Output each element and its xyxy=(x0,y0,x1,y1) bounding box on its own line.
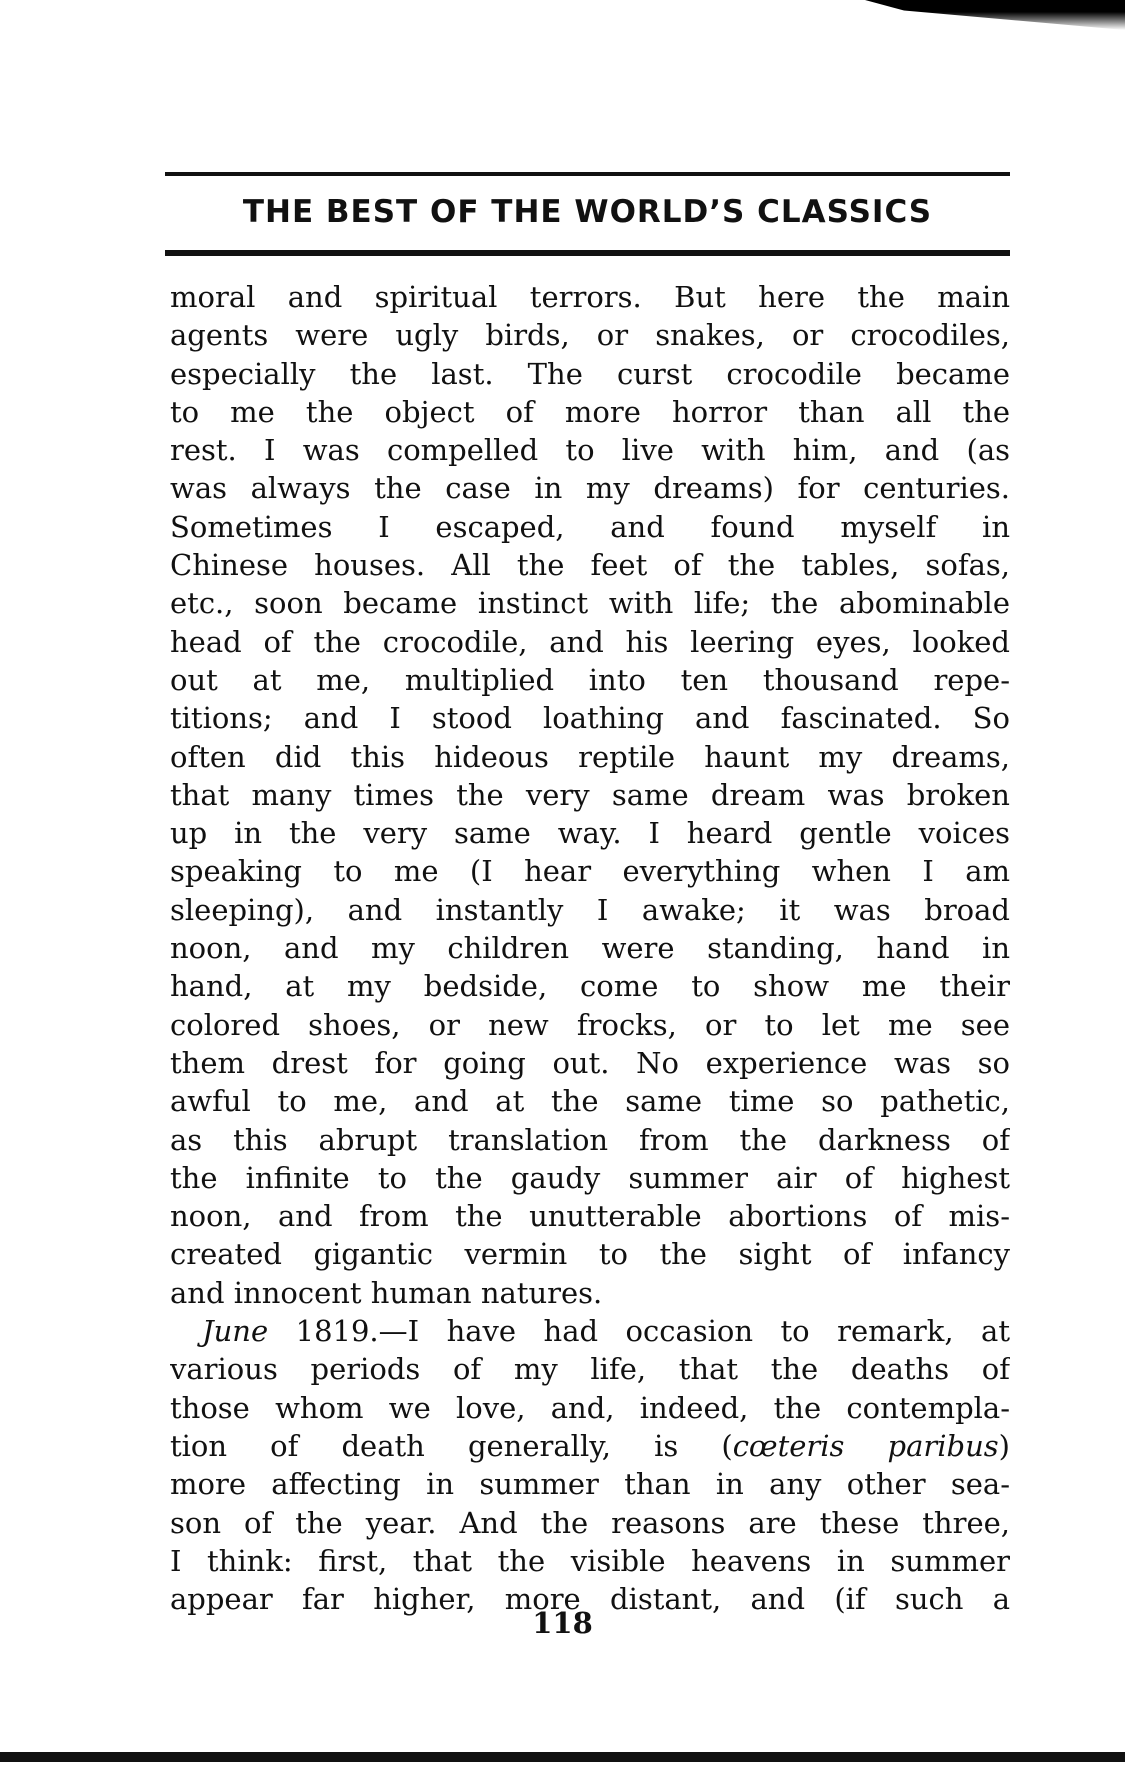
text-fragment: ) xyxy=(998,1428,1010,1463)
text-line: noon, and my children were standing, hand in xyxy=(170,931,1010,966)
running-head: THE BEST OF THE WORLD’S CLASSICS xyxy=(242,194,933,230)
text-line: Chinese houses. All the feet of the tables, sofas, xyxy=(170,548,1010,583)
text-line: I think: first, that the visible heavens in summer xyxy=(170,1543,1010,1578)
header-rule-bottom xyxy=(165,250,1010,256)
text-line: was always the case in my dreams) for centuries. xyxy=(170,471,1010,506)
text-line: often did this hideous reptile haunt my dreams, xyxy=(170,739,1010,774)
text-line: out at me, multiplied into ten thousand repe- xyxy=(170,662,1010,697)
text-line: agents were ugly birds, or snakes, or crocodiles, xyxy=(170,318,1010,353)
text-line: hand, at my bedside, come to show me their xyxy=(170,969,1010,1004)
text-fragment: tion of death generally, is ( xyxy=(170,1428,733,1463)
page-body xyxy=(170,278,1010,1618)
text-fragment: 1819.—I have had occasion to remark, at xyxy=(268,1314,1010,1349)
text-line: to me the object of more horror than all the xyxy=(170,394,1010,429)
bottom-rule xyxy=(0,1752,1125,1762)
text-line: appear far higher, more distant, and (if such a xyxy=(170,1582,1010,1617)
text-line: created gigantic vermin to the sight of infancy xyxy=(170,1237,1010,1272)
paragraph-start-line xyxy=(170,1312,1010,1350)
text-line: colored shoes, or new frocks, or to let me see xyxy=(170,1007,1010,1042)
text-line: titions; and I stood loathing and fascinated. So xyxy=(170,701,1010,736)
text-line: as this abrupt translation from the darkness of xyxy=(170,1122,1010,1157)
text-line: speaking to me (I hear everything when I am xyxy=(170,854,1010,889)
text-line: up in the very same way. I heard gentle voices xyxy=(170,816,1010,851)
text-line: awful to me, and at the same time so pathetic, xyxy=(170,1084,1010,1119)
text-line: that many times the very same dream was broken xyxy=(170,777,1010,812)
text-line: more affecting in summer than in any other sea- xyxy=(170,1467,1010,1502)
text-line: the infinite to the gaudy summer air of highest xyxy=(170,1160,1010,1195)
header-rule-top xyxy=(165,172,1010,176)
text-line: them drest for going out. No experience was so xyxy=(170,1045,1010,1080)
text-line: those whom we love, and, indeed, the contempla- xyxy=(170,1390,1010,1425)
text-line: etc., soon became instinct with life; the abominable xyxy=(170,586,1010,621)
scan-edge-mark xyxy=(865,0,1125,30)
date-italic: June xyxy=(202,1314,269,1349)
text-line: noon, and from the unutterable abortions of mis- xyxy=(170,1199,1010,1234)
text-line-with-italic xyxy=(170,1427,1010,1465)
latin-phrase: cœteris paribus xyxy=(732,1428,999,1463)
text-line: and innocent human natures. xyxy=(170,1275,603,1310)
text-line: rest. I was compelled to live with him, and (as xyxy=(170,433,1010,468)
text-line: especially the last. The curst crocodile became xyxy=(170,356,1010,391)
text-line: various periods of my life, that the deaths of xyxy=(170,1352,1010,1387)
text-line: sleeping), and instantly I awake; it was broad xyxy=(170,892,1010,927)
text-line: moral and spiritual terrors. But here the main xyxy=(170,280,1010,314)
page-number: 118 xyxy=(532,1606,593,1640)
text-line: head of the crocodile, and his leering eyes, looked xyxy=(170,624,1010,659)
text-line: Sometimes I escaped, and found myself in xyxy=(170,509,1010,544)
text-line: son of the year. And the reasons are these three, xyxy=(170,1505,1010,1540)
